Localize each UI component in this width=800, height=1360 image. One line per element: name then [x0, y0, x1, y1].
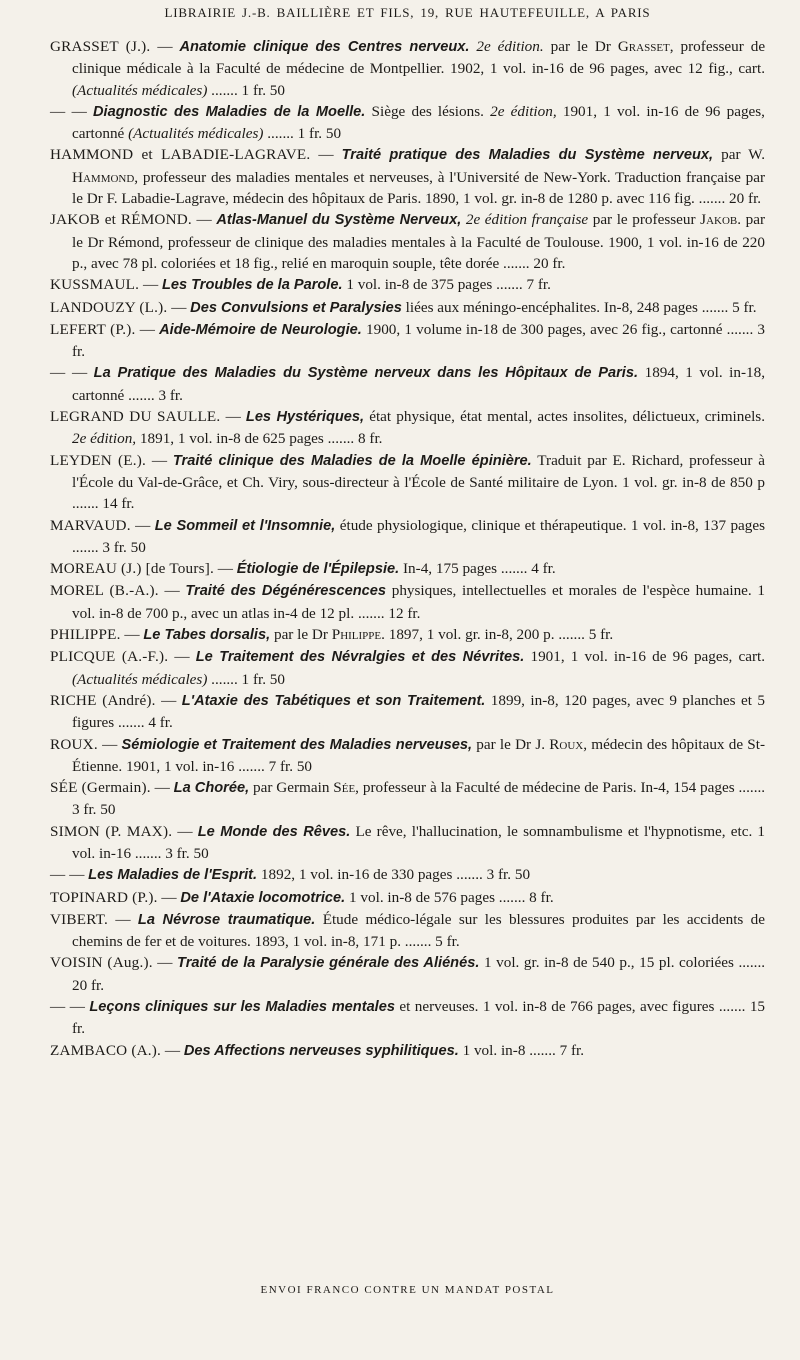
entry-details: 1 vol. in-8: [462, 1041, 526, 1059]
entry-price: 3 fr.: [72, 320, 766, 361]
entry-price: 20 fr.: [72, 976, 105, 994]
entry-title: La Chorée,: [173, 780, 250, 797]
entry-author: JAKOB et RÉMOND.: [50, 211, 192, 229]
entry-title: Traité pratique des Maladies du Système nerveux,: [341, 147, 714, 164]
catalogue-entry-3: HAMMOND et LABADIE-LAGRAVE. — Traité pratique des Maladies du Système nerveux, par W. Hammond, professeur des maladies mentales et nerveuses, à l'Université de New-York. Traduction française par le Dr F. Labadie-Lagrave, médecin des hôpitaux de Paris. 1890, 1 vol. gr. in-8 de 1280 p. avec 116 fig. ....... 20 fr.: [50, 146, 766, 208]
entry-preamble: état physique, état mental, actes insolites, délictueux, criminels.: [369, 408, 766, 426]
entry-details: 1891, 1 vol. in-8 de 625 pages: [139, 430, 324, 448]
catalogue-entry-19: SIMON (P. MAX). — Le Monde des Rêves. Le rêve, l'hallucination, le somnambulisme et l'hypnotisme, etc. 1 vol. in-16 ....... 3 fr. 50: [50, 822, 766, 862]
catalogue-entry-13: MOREL (B.-A.). — Traité des Dégénérescences physiques, intellectuelles et morales de l'espèce humaine. 1 vol. in-8 de 700 p., avec un atlas in-4 de 12 pl. ....... 12 fr.: [50, 582, 766, 622]
entry-author: ROUX.: [50, 735, 98, 753]
entry-title: Atlas-Manuel du Système Nerveux,: [216, 212, 462, 229]
entry-by: par le professeur: [592, 211, 696, 229]
entry-title: De l'Ataxie locomotrice.: [180, 889, 346, 906]
catalogue-entry-23: VOISIN (Aug.). — Traité de la Paralysie générale des Aliénés. 1 vol. gr. in-8 de 540 p., 15 pl. coloriées ....... 20 fr.: [50, 954, 766, 994]
entry-details: 1899, in-8, 120 pages, avec 9 planches et 5 figures: [72, 691, 765, 732]
entry-edition: 2e édition,: [72, 430, 137, 448]
publisher-header: LIBRAIRIE J.-B. BAILLIÈRE ET FILS, 19, RUE HAUTEFEUILLE, A PARIS: [164, 5, 651, 20]
entry-price: 8 fr.: [358, 430, 383, 448]
entry-title: Aide-Mémoire de Neurologie.: [159, 321, 362, 338]
entry-details: 1892, 1 vol. in-16 de 330 pages: [260, 866, 453, 884]
entry-details: 1901, 1 vol. in-16 de 96 pages, cartonné: [72, 102, 765, 143]
entry-title: La Névrose traumatique.: [137, 911, 316, 928]
entry-author: MARVAUD.: [50, 516, 131, 534]
catalogue-entry-5: KUSSMAUL. — Les Troubles de la Parole. 1 vol. in-8 de 375 pages ....... 7 fr.: [50, 276, 551, 294]
entry-by: par W.: [721, 146, 766, 164]
catalogue-entry-11: MARVAUD. — Le Sommeil et l'Insomnie, étude physiologique, clinique et thérapeutique. 1 vol. in-8, 137 pages ....... 3 fr. 50: [50, 516, 766, 556]
entry-price: 1 fr. 50: [297, 125, 342, 143]
entry-price: 4 fr.: [531, 560, 556, 578]
entry-by: par le Dr J.: [476, 735, 546, 753]
catalogue-entry-10: LEYDEN (E.). — Traité clinique des Maladies de la Moelle épinière. Traduit par E. Richard, professeur à l'École du Val-de-Grâce, et Ch. Viry, sous-directeur à l'École de Santé militaire de Lyon. 1 vol. gr. in-8 de 850 p ....... 14 fr.: [50, 451, 766, 513]
entry-by: par le Dr: [550, 38, 611, 55]
entry-price: 20 fr.: [729, 190, 762, 208]
entry-details: 1901, 1 vol. in-16 de 96 pages, cart.: [530, 648, 766, 666]
entry-author: KUSSMAUL.: [50, 276, 140, 294]
entry-author: LANDOUZY (L.).: [50, 298, 168, 316]
catalogue-entry-6: LANDOUZY (L.). — Des Convulsions et Paralysies liées aux méningo-encéphalites. In-8, 248 pages ....... 5 fr.: [50, 298, 757, 316]
entry-details: 1 vol. gr. in-8 de 540 p., 15 pl. coloriées: [483, 954, 734, 972]
entry-by: par le Dr: [273, 626, 328, 644]
entry-price: 3 fr. 50: [72, 801, 116, 819]
entry-series: (Actualités médicales): [128, 125, 264, 143]
entry-edition: 2e édition.: [476, 38, 544, 55]
entry-price: 15 fr.: [72, 998, 765, 1038]
entry-price: 5 fr.: [435, 933, 460, 951]
entry-author: LEGRAND DU SAULLE.: [50, 408, 221, 426]
entry-title: Anatomie clinique des Centres nerveux.: [179, 39, 470, 55]
entry-title: Le Traitement des Névralgies et des Névrites.: [195, 649, 525, 666]
entry-by-name: Grasset,: [617, 38, 674, 55]
entry-title: Les Troubles de la Parole.: [161, 277, 343, 294]
entry-details: 1900, 1 volume in-18 de 300 pages, avec 26 fig., cartonné: [366, 320, 723, 338]
entry-details: liées aux méningo-encéphalites. In-8, 248 pages: [405, 298, 698, 316]
entry-details: 1 vol. in-8 de 375 pages: [346, 276, 493, 294]
entry-author: GRASSET (J.).: [50, 38, 151, 55]
entry-title: Le Sommeil et l'Insomnie,: [154, 517, 336, 534]
entry-author: LEFERT (P.).: [50, 320, 136, 338]
entry-title: Étiologie de l'Épilepsie.: [236, 561, 400, 578]
catalogue-entry-21: TOPINARD (P.). — De l'Ataxie locomotrice. 1 vol. in-8 de 576 pages ....... 8 fr.: [50, 888, 554, 906]
catalogue-entry-2: — — Diagnostic des Maladies de la Moelle. Siège des lésions. 2e édition, 1901, 1 vol. in-16 de 96 pages, cartonné (Actualités médicales) ....... 1 fr. 50: [50, 102, 765, 143]
catalogue-entry-18: SÉE (Germain). — La Chorée, par Germain Sée, professeur à la Faculté de médecine de Paris. In-4, 154 pages ....... 3 fr. 50: [50, 779, 766, 819]
entry-author: PLICQUE (A.-F.).: [50, 648, 169, 666]
catalogue-entry-25: ZAMBACO (A.). — Des Affections nerveuses syphilitiques. 1 vol. in-8 ....... 7 fr.: [50, 1041, 585, 1059]
entry-details: In-4, 175 pages: [402, 560, 498, 578]
entry-price: 20 fr.: [533, 254, 566, 272]
entry-title: Des Affections nerveuses syphilitiques.: [183, 1042, 459, 1059]
catalogue-entry-14: PHILIPPE. — Le Tabes dorsalis, par le Dr Philippe. 1897, 1 vol. gr. in-8, 200 p. ....... 5 fr.: [50, 626, 614, 644]
catalogue-entry-9: LEGRAND DU SAULLE. — Les Hystériques, état physique, état mental, actes insolites, délictueux, criminels. 2e édition, 1891, 1 vol. in-8 de 625 pages ....... 8 fr.: [50, 408, 766, 448]
entry-by: par Germain: [253, 779, 330, 797]
entry-price: 5 fr.: [732, 298, 757, 316]
entry-author: MOREL (B.-A.).: [50, 582, 159, 600]
catalogue-entry-7: LEFERT (P.). — Aide-Mémoire de Neurologie. 1900, 1 volume in-18 de 300 pages, avec 26 fig., cartonné ....... 3 fr.: [50, 320, 766, 361]
entry-by-name: Roux,: [549, 735, 588, 753]
entry-price: 3 fr. 50: [165, 844, 209, 862]
entry-title: Leçons cliniques sur les Maladies mentales: [89, 999, 395, 1016]
catalogue-entry-4: JAKOB et RÉMOND. — Atlas-Manuel du Système Nerveux, 2e édition française par le professeur Jakob. par le Dr Rémond, professeur de clinique des maladies mentales à la Faculté de Toulouse. 1900, 1 vol. in-16 de 220 p., avec 78 pl. coloriées et 18 fig., relié en maroquin souple, tête dorée ....... 20 fr.: [50, 211, 766, 272]
entry-price: 8 fr.: [529, 888, 554, 906]
entry-title: Traité de la Paralysie générale des Aliénés.: [177, 955, 480, 972]
entry-details: 1894, 1 vol. in-18, cartonné: [72, 364, 766, 404]
entry-by-name: Philippe.: [331, 626, 385, 644]
entry-author: LEYDEN (E.).: [50, 451, 146, 469]
entry-author: —: [50, 102, 66, 120]
entry-series: (Actualités médicales): [72, 670, 208, 688]
entry-price: 14 fr.: [102, 495, 135, 513]
entry-preamble: Siège des lésions.: [371, 102, 484, 120]
entry-by-name: Sée,: [333, 779, 359, 797]
entry-series: (Actualités médicales): [72, 81, 208, 99]
entry-title: Le Monde des Rêves.: [197, 823, 351, 840]
catalogue-entry-17: ROUX. — Sémiologie et Traitement des Maladies nerveuses, par le Dr J. Roux, médecin des hôpitaux de St-Étienne. 1901, 1 vol. in-16 ....... 7 fr. 50: [50, 735, 766, 775]
entry-author: —: [50, 866, 66, 884]
entry-details: étude physiologique, clinique et thérapeutique. 1 vol. in-8, 137 pages: [339, 516, 766, 534]
entry-edition: 2e édition française: [465, 211, 589, 229]
entry-author: VOISIN (Aug.).: [50, 954, 153, 972]
entry-price: 3 fr.: [158, 386, 183, 404]
entry-author: SÉE (Germain).: [50, 779, 151, 797]
entry-author: HAMMOND et LABADIE-LAGRAVE.: [50, 146, 311, 164]
entry-author: —: [50, 364, 66, 382]
entry-title: Sémiologie et Traitement des Maladies nerveuses,: [121, 736, 473, 753]
entry-price: 7 fr. 50: [268, 757, 313, 775]
entry-price: 3 fr. 50: [486, 866, 531, 884]
entry-by-name: Jakob.: [700, 211, 742, 229]
entry-details: Traduit par E. Richard, professeur à l'École du Val-de-Grâce, et Ch. Viry, sous-directeur à l'École de Santé militaire de Lyon. 1 vol. gr. in-8 de 850 p: [72, 451, 766, 491]
catalogue-entries: [50, 36, 765, 1062]
entry-price: 4 fr.: [148, 714, 173, 732]
entry-price: 12 fr.: [388, 604, 421, 622]
entry-price: 7 fr.: [526, 276, 551, 294]
entry-title: Le Tabes dorsalis,: [143, 627, 271, 644]
entry-title: Des Convulsions et Paralysies: [190, 299, 402, 316]
entry-author: SIMON (P. MAX).: [50, 822, 173, 840]
entry-details: 1897, 1 vol. gr. in-8, 200 p.: [388, 626, 555, 644]
entry-details: Le rêve, l'hallucination, le somnambulisme et l'hypnotisme, etc. 1 vol. in-16: [72, 822, 766, 862]
catalogue-entry-12: MOREAU (J.) [de Tours]. — Étiologie de l'Épilepsie. In-4, 175 pages ....... 4 fr.: [50, 560, 556, 578]
catalogue-entry-24: — — Leçons cliniques sur les Maladies mentales et nerveuses. 1 vol. in-8 de 766 pages, avec figures ....... 15 fr.: [50, 998, 765, 1038]
catalogue-entry-22: VIBERT. — La Névrose traumatique. Étude médico-légale sur les blessures produites par les accidents de chemins de fer et de voitures. 1893, 1 vol. in-8, 171 p. ....... 5 fr.: [50, 910, 766, 951]
entry-title: Les Hystériques,: [245, 409, 365, 426]
entry-edition: 2e édition,: [490, 102, 557, 120]
entry-title: Diagnostic des Maladies de la Moelle.: [92, 103, 366, 120]
entry-author: ZAMBACO (A.).: [50, 1041, 162, 1059]
entry-price: 5 fr.: [588, 626, 614, 644]
entry-details: médecin des hôpitaux de St-Étienne. 1901, 1 vol. in-16: [72, 735, 766, 775]
entry-title: Les Maladies de l'Esprit.: [88, 867, 258, 884]
entry-title: L'Ataxie des Tabétiques et son Traitement.: [181, 692, 486, 709]
entry-details: professeur des maladies mentales et nerveuses, à l'Université de New-York. Traduction française par le Dr F. Labadie-Lagrave, médecin des hôpitaux de Paris. 1890, 1 vol. gr. in-8 de 1280 p. avec 116 fig.: [72, 168, 766, 208]
entry-details: 1 vol. in-8 de 576 pages: [349, 888, 495, 906]
entry-details: professeur à la Faculté de médecine de Paris. In-4, 154 pages: [362, 779, 735, 797]
catalogue-entry-20: — — Les Maladies de l'Esprit. 1892, 1 vol. in-16 de 330 pages ....... 3 fr. 50: [50, 866, 531, 884]
entry-author: VIBERT.: [50, 910, 108, 928]
entry-price: 1 fr. 50: [241, 81, 285, 99]
entry-price: 3 fr. 50: [102, 538, 146, 556]
entry-price: 1 fr. 50: [241, 670, 285, 688]
catalogue-entry-8: — — La Pratique des Maladies du Système nerveux dans les Hôpitaux de Paris. 1894, 1 vol. in-18, cartonné ....... 3 fr.: [50, 364, 766, 404]
entry-details: Étude médico-légale sur les blessures produites par les accidents de chemins de fer et de voitures. 1893, 1 vol. in-8, 171 p.: [72, 910, 766, 951]
catalogue-entry-16: RICHE (André). — L'Ataxie des Tabétiques et son Traitement. 1899, in-8, 120 pages, avec 9 planches et 5 figures ....... 4 fr.: [50, 691, 765, 732]
entry-details: par le Dr Rémond, professeur de clinique des maladies mentales à la Faculté de Toulouse. 1900, 1 vol. in-16 de 220 p., avec 78 pl. coloriées et 18 fig., relié en maroquin souple, tête dorée: [72, 211, 766, 272]
shipping-footer: ENVOI FRANCO CONTRE UN MANDAT POSTAL: [260, 1284, 555, 1296]
catalogue-entry-15: PLICQUE (A.-F.). — Le Traitement des Névralgies et des Névrites. 1901, 1 vol. in-16 de 96 pages, cart. (Actualités médicales) ....... 1 fr. 50: [50, 648, 766, 688]
entry-author: RICHE (André).: [50, 691, 156, 709]
entry-details: professeur de clinique médicale à la Faculté de médecine de Montpellier. 1902, 1 vol. in-16 de 96 pages, avec 12 fig., cart.: [72, 38, 766, 78]
entry-author: TOPINARD (P.).: [50, 888, 158, 906]
entry-by-name: Hammond,: [72, 168, 139, 186]
entry-title: La Pratique des Maladies du Système nerveux dans les Hôpitaux de Paris.: [93, 365, 639, 382]
entry-author: —: [50, 998, 66, 1016]
entry-title: Traité des Dégénérescences: [185, 583, 387, 600]
entry-title: Traité clinique des Maladies de la Moelle épinière.: [172, 452, 532, 469]
entry-author: PHILIPPE.: [50, 626, 121, 644]
entry-details: physiques, intellectuelles et morales de l'espèce humaine. 1 vol. in-8 de 700 p., avec un atlas in-4 de 12 pl.: [72, 582, 766, 622]
entry-price: 7 fr.: [559, 1041, 585, 1059]
entry-author: MOREAU (J.) [de Tours].: [50, 560, 214, 578]
catalogue-entry-1: GRASSET (J.). — Anatomie clinique des Centres nerveux. 2e édition. par le Dr Grasset, professeur de clinique médicale à la Faculté de médecine de Montpellier. 1902, 1 vol. in-16 de 96 pages, avec 12 fig., cart. (Actualités médicales) ....... 1 fr. 50: [50, 38, 766, 99]
entry-details: et nerveuses. 1 vol. in-8 de 766 pages, avec figures: [399, 998, 715, 1016]
